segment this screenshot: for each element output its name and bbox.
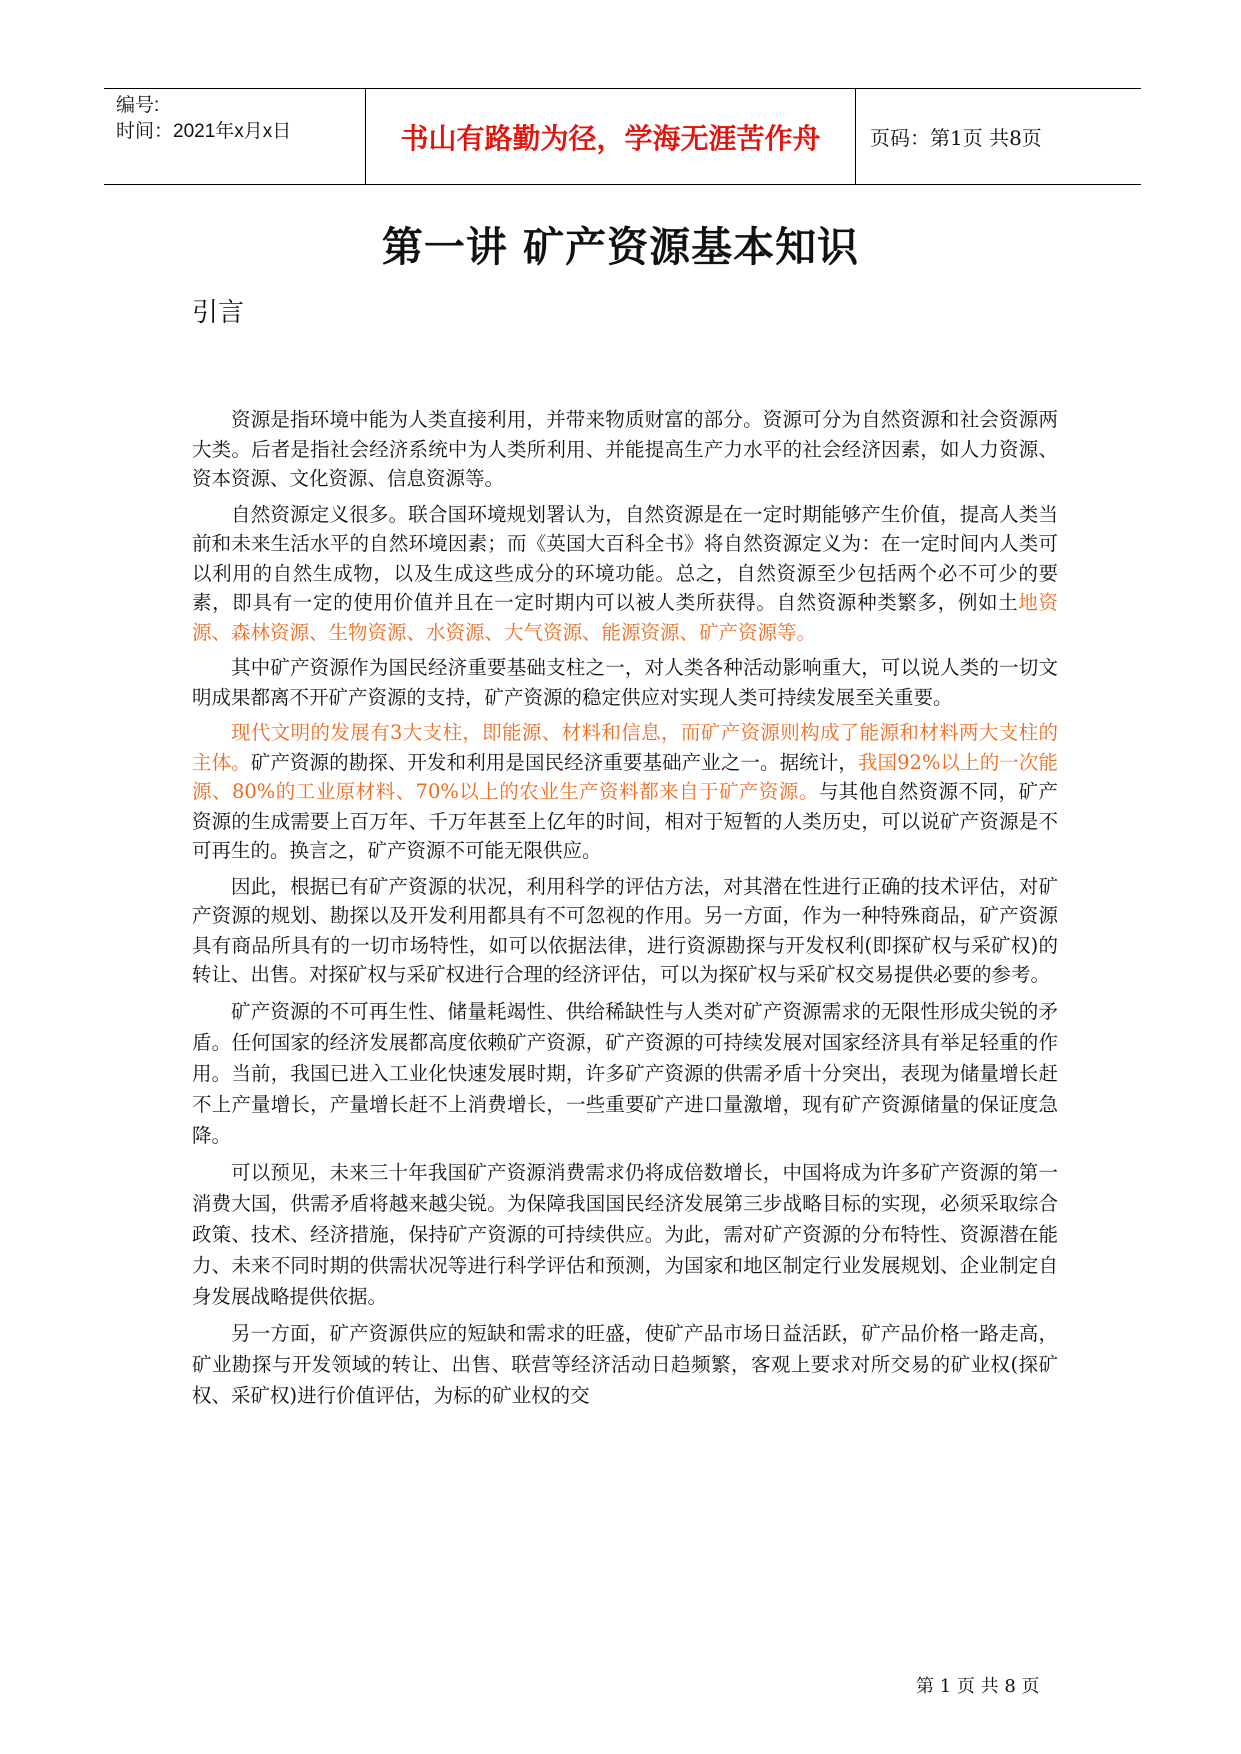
paragraph-8: 另一方面，矿产资源供应的短缺和需求的旺盛，使矿产品市场日益活跃，矿产品价格一路走高，矿业勘探与开发领域的转让、出售、联营等经济活动日趋频繁，客观上要求对所交易的矿业权(探矿权、采矿权)进行价值评估，为标的矿业权的交 <box>192 1321 1058 1407</box>
header-motto: 书山有路勤为径，学海无涯苦作舟 <box>366 89 856 184</box>
paragraph-2-text: 自然资源定义很多。联合国环境规划署认为，自然资源是在一定时期能够产生价值，提高人类当前和未来生活水平的自然环境因素；而《英国大百科全书》将自然资源定义为：在一定时间内人类可以利用的自然生成物，以及生成这些成分的环境功能。总之，自然资源至少包括两个必不可少的要素，即具有一定的使用价值并且在一定时期内可以被人类所获得。自然资源种类繁多，例如土 <box>192 502 1058 614</box>
paragraph-4-highlight-2: 我国92%以上的一次能源、80%的工业原材料、70%以上的农业生产资料都来自于矿产资源。 <box>192 750 1058 803</box>
paragraph-2-highlight: 地资源、森林资源、生物资源、水资源、大气资源、能源资源、矿产资源等。 <box>192 591 1058 644</box>
paragraph-6: 矿产资源的不可再生性、储量耗竭性、供给稀缺性与人类对矿产资源需求的无限性形成尖锐的矛盾。任何国家的经济发展都高度依赖矿产资源，矿产资源的可持续发展对国家经济具有举足轻重的作用。当前，我国已进入工业化快速发展时期，许多矿产资源的供需矛盾十分突出，表现为储量增长赶不上产量增长，产量增长赶不上消费增长，一些重要矿产进口量激增，现有矿产资源储量的保证度急降。 <box>192 999 1058 1147</box>
paragraph-1: 资源是指环境中能为人类直接利用，并带来物质财富的部分。资源可分为自然资源和社会资源两大类。后者是指社会经济系统中为人类所利用、并能提高生产力水平的社会经济因素，如人力资源、资本资源、文化资源、信息资源等。 <box>192 408 1058 490</box>
paragraph-4 <box>192 718 1058 866</box>
paragraph-4-text-1: 矿产资源的勘探、开发和利用是国民经济重要基础产业之一。据统计， <box>250 750 858 774</box>
paragraph-5: 因此，根据已有矿产资源的状况，利用科学的评估方法，对其潜在性进行正确的技术评估，对矿产资源的规划、勘探以及开发利用都具有不可忽视的作用。另一方面，作为一种特殊商品，矿产资源具有商品所具有的一切市场特性，如可以依据法律，进行资源勘探与开发权利(即探矿权与采矿权)的转让、出售。对探矿权与采矿权进行合理的经济评估，可以为探矿权与采矿权交易提供必要的参考。 <box>192 874 1058 986</box>
header-page-info: 页码：第1页 共8页 <box>870 126 1042 150</box>
page-header <box>104 88 1141 185</box>
time-label: 时间：2021年x月x日 <box>116 121 292 142</box>
intro-heading: 引言 <box>192 298 245 328</box>
document-title: 第一讲 矿产资源基本知识 <box>381 223 860 271</box>
number-label: 编号: <box>116 95 160 116</box>
paragraph-4-highlight-1: 现代文明的发展有3大支柱，即能源、材料和信息，而矿产资源则构成了能源和材料两大支柱的主体。 <box>192 721 1058 774</box>
paragraph-4-text-2: 与其他自然资源不同，矿产资源的生成需要上百万年、千万年甚至上亿年的时间，相对于短暂的人类历史，可以说矿产资源是不可再生的。换言之，矿产资源不可能无限供应。 <box>192 780 1058 862</box>
header-meta <box>104 89 366 184</box>
document-body <box>192 405 1058 1417</box>
paragraph-3: 其中矿产资源作为国民经济重要基础支柱之一，对人类各种活动影响重大，可以说人类的一切文明成果都离不开矿产资源的支持，矿产资源的稳定供应对实现人类可持续发展至关重要。 <box>192 656 1058 709</box>
paragraph-7: 可以预见，未来三十年我国矿产资源消费需求仍将成倍数增长，中国将成为许多矿产资源的第一消费大国，供需矛盾将越来越尖锐。为保障我国国民经济发展第三步战略目标的实现，必须采取综合政策、技术、经济措施，保持矿产资源的可持续供应。为此，需对矿产资源的分布特性、资源潜在能力、未来不同时期的供需状况等进行科学评估和预测，为国家和地区制定行业发展规划、企业制定自身发展战略提供依据。 <box>192 1160 1058 1308</box>
paragraph-2 <box>192 500 1058 648</box>
page-footer: 第 1 页 共 8 页 <box>916 1676 1040 1697</box>
